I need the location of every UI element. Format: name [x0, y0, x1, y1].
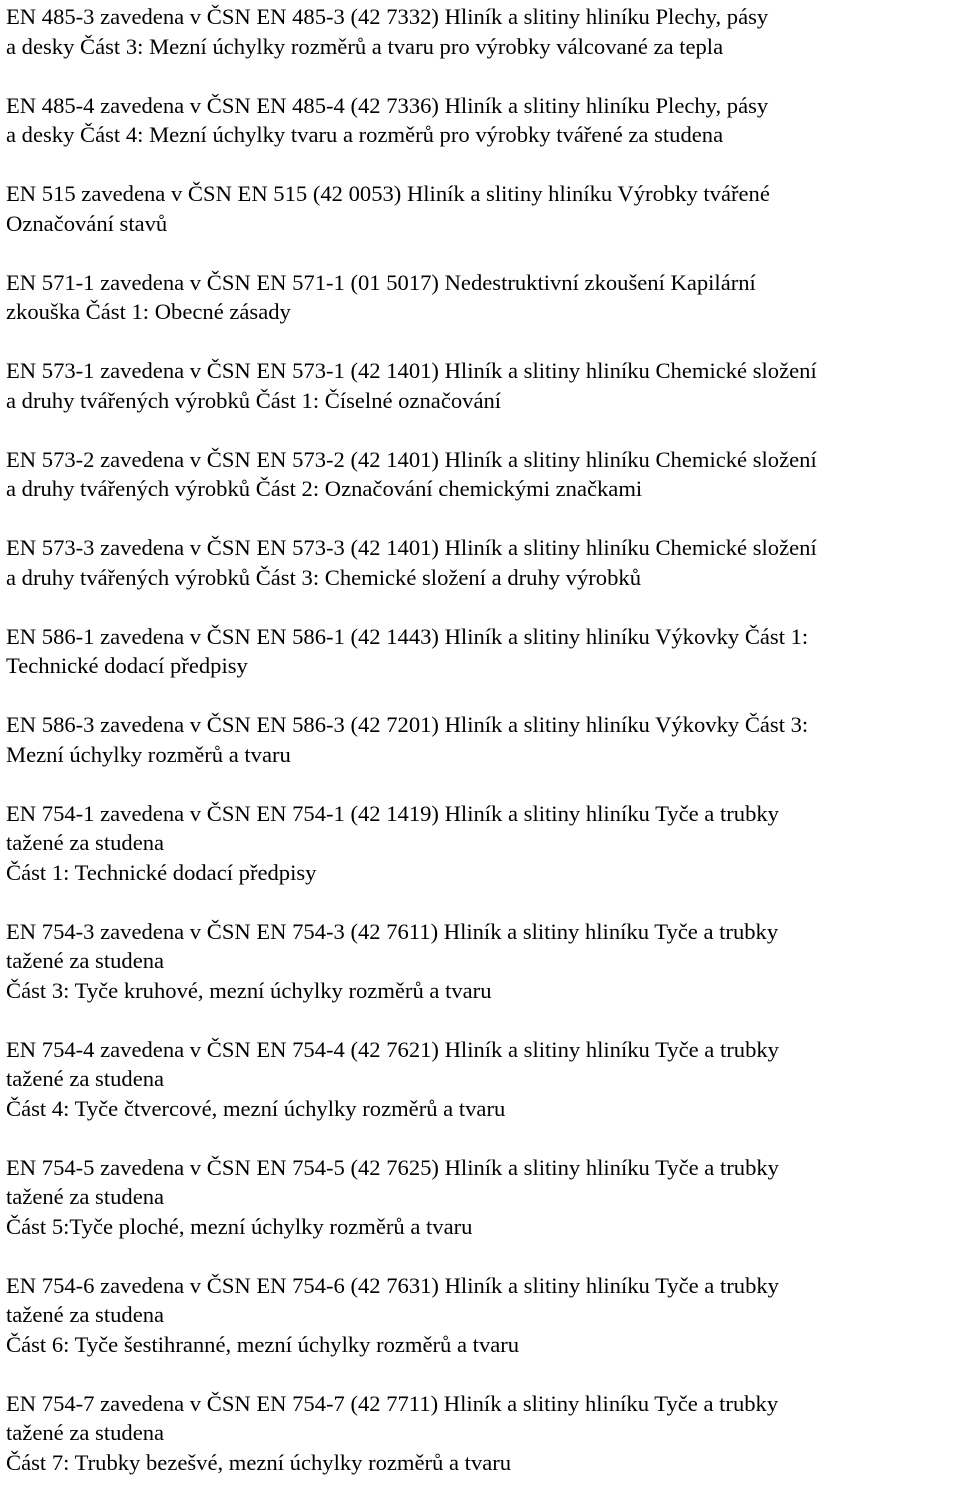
- entry-line: EN 754-4 zavedena v ČSN EN 754-4 (42 7621) Hliník a slitiny hliníku Tyče a trubky: [6, 1036, 779, 1062]
- entry-line: zkouška Část 1: Obecné zásady: [6, 299, 291, 324]
- entry-line: tažené za studena: [6, 1302, 165, 1327]
- entry-line: Část 7: Trubky bezešvé, mezní úchylky rozměrů a tvaru: [6, 1449, 512, 1475]
- entry-line: EN 586-1 zavedena v ČSN EN 586-1 (42 1443) Hliník a slitiny hliníku Výkovky Část 1:: [6, 623, 809, 649]
- entry-line: Část 3: Tyče kruhové, mezní úchylky rozměrů a tvaru: [6, 977, 492, 1003]
- entry-line: tažené za studena: [6, 1420, 165, 1445]
- entry-line: Technické dodací předpisy: [6, 653, 248, 678]
- entry-line: EN 754-7 zavedena v ČSN EN 754-7 (42 7711) Hliník a slitiny hliníku Tyče a trubky: [6, 1390, 779, 1416]
- entry-line: Část 6: Tyče šestihranné, mezní úchylky rozměrů a tvaru: [6, 1331, 520, 1357]
- standards-list: [6, 2, 956, 1507]
- entry-line: EN 573-3 zavedena v ČSN EN 573-3 (42 1401) Hliník a slitiny hliníku Chemické složení: [6, 535, 817, 560]
- standard-entry-en-485-4: [6, 91, 956, 150]
- entry-line: EN 515 zavedena v ČSN EN 515 (42 0053) Hliník a slitiny hliníku Výrobky tvářené: [6, 181, 770, 206]
- standard-entry-en-571-1: [6, 268, 956, 327]
- entry-line: EN 754-6 zavedena v ČSN EN 754-6 (42 7631) Hliník a slitiny hliníku Tyče a trubky: [6, 1272, 779, 1298]
- entry-line: EN 586-3 zavedena v ČSN EN 586-3 (42 7201) Hliník a slitiny hliníku Výkovky Část 3:: [6, 712, 809, 737]
- standard-entry-en-586-3: [6, 710, 956, 769]
- standard-entry-en-754-5: [6, 1153, 956, 1242]
- entry-line: Část 4: Tyče čtvercové, mezní úchylky rozměrů a tvaru: [6, 1095, 506, 1121]
- standard-entry-en-754-4: [6, 1035, 956, 1124]
- standard-entry-en-573-2: [6, 445, 956, 504]
- standard-entry-en-485-3: [6, 2, 956, 61]
- entry-line: Mezní úchylky rozměrů a tvaru: [6, 741, 291, 767]
- entry-line: tažené za studena: [6, 1184, 165, 1209]
- standard-entry-en-754-3: [6, 917, 956, 1006]
- entry-line: EN 573-2 zavedena v ČSN EN 573-2 (42 1401) Hliník a slitiny hliníku Chemické složení: [6, 446, 817, 472]
- entry-line: EN 754-3 zavedena v ČSN EN 754-3 (42 7611) Hliník a slitiny hliníku Tyče a trubky: [6, 918, 779, 944]
- standard-entry-en-754-1: [6, 799, 956, 888]
- entry-line: EN 573-1 zavedena v ČSN EN 573-1 (42 1401) Hliník a slitiny hliníku Chemické složení: [6, 358, 817, 383]
- entry-line: EN 485-3 zavedena v ČSN EN 485-3 (42 7332) Hliník a slitiny hliníku Plechy, pásy: [6, 4, 769, 29]
- entry-line: a druhy tvářených výrobků Část 2: Označování chemickými značkami: [6, 476, 643, 501]
- entry-line: tažené za studena: [6, 948, 165, 973]
- entry-line: EN 754-5 zavedena v ČSN EN 754-5 (42 7625) Hliník a slitiny hliníku Tyče a trubky: [6, 1154, 779, 1180]
- entry-line: Část 5:Tyče ploché, mezní úchylky rozměrů a tvaru: [6, 1213, 473, 1239]
- entry-line: a desky Část 4: Mezní úchylky tvaru a rozměrů pro výrobky tvářené za studena: [6, 122, 724, 147]
- entry-line: a desky Část 3: Mezní úchylky rozměrů a tvaru pro výrobky válcované za tepla: [6, 33, 724, 59]
- entry-line: tažené za studena: [6, 1066, 165, 1091]
- entry-line: tažené za studena: [6, 830, 165, 855]
- entry-line: EN 485-4 zavedena v ČSN EN 485-4 (42 7336) Hliník a slitiny hliníku Plechy, pásy: [6, 92, 769, 118]
- entry-line: EN 754-1 zavedena v ČSN EN 754-1 (42 1419) Hliník a slitiny hliníku Tyče a trubky: [6, 800, 779, 826]
- entry-line: EN 571-1 zavedena v ČSN EN 571-1 (01 5017) Nedestruktivní zkoušení Kapilární: [6, 269, 756, 295]
- standard-entry-en-586-1: [6, 622, 956, 681]
- entry-line: a druhy tvářených výrobků Část 3: Chemické složení a druhy výrobků: [6, 564, 641, 590]
- entry-line: Označování stavů: [6, 210, 168, 236]
- standard-entry-en-515: [6, 179, 956, 238]
- standard-entry-en-754-6: [6, 1271, 956, 1360]
- entry-line: Část 1: Technické dodací předpisy: [6, 859, 317, 885]
- standard-entry-en-754-7: [6, 1389, 956, 1478]
- standard-entry-en-573-3: [6, 533, 956, 592]
- standard-entry-en-573-1: [6, 356, 956, 415]
- entry-line: a druhy tvářených výrobků Část 1: Číselné označování: [6, 387, 502, 413]
